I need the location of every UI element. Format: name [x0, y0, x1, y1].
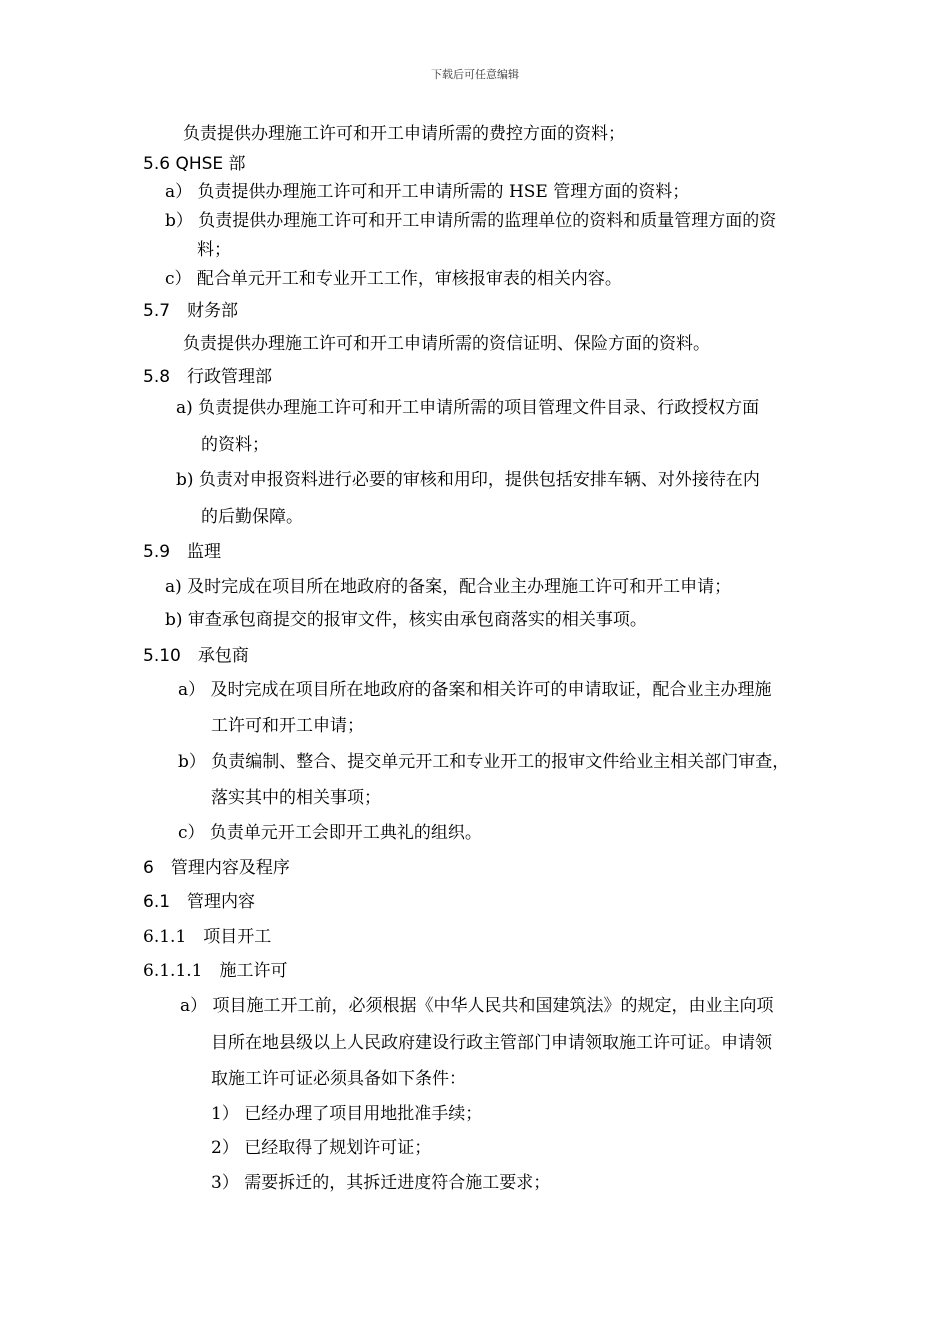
text-line: 6.1.1 项目开工: [143, 927, 272, 947]
text-line: 1） 已经办理了项目用地批准手续；: [211, 1104, 483, 1124]
text-line: a) 负责提供办理施工许可和开工申请所需的项目管理文件目录、行政授权方面: [176, 398, 760, 418]
section-heading: 5.9 监理: [143, 542, 222, 562]
section-heading: 5.10 承包商: [143, 646, 249, 666]
text-line: 料；: [197, 240, 231, 260]
text-line: 的后勤保障。: [201, 507, 303, 527]
text-line: 3） 需要拆迁的，其拆迁进度符合施工要求；: [211, 1173, 551, 1193]
text-line: a） 及时完成在项目所在地政府的备案和相关许可的申请取证，配合业主办理施: [178, 680, 772, 700]
text-line: 取施工许可证必须具备如下条件：: [211, 1069, 466, 1089]
section-heading: 5.8 行政管理部: [143, 367, 273, 387]
text-line: a） 负责提供办理施工许可和开工申请所需的 HSE 管理方面的资料；: [165, 182, 690, 202]
text-line: b) 审查承包商提交的报审文件，核实由承包商落实的相关事项。: [165, 610, 647, 630]
text-line: c） 配合单元开工和专业开工工作，审核报审表的相关内容。: [165, 269, 622, 289]
text-line: 的资料；: [201, 435, 269, 455]
section-heading: 5.6 QHSE 部: [143, 154, 246, 174]
text-line: 负责提供办理施工许可和开工申请所需的资信证明、保险方面的资料。: [183, 334, 710, 354]
text-line: a) 及时完成在项目所在地政府的备案，配合业主办理施工许可和开工申请；: [165, 577, 732, 597]
text-line: 落实其中的相关事项；: [211, 788, 381, 808]
text-line: 工许可和开工申请；: [211, 716, 364, 736]
text-line: b） 负责提供办理施工许可和开工申请所需的监理单位的资料和质量管理方面的资: [165, 211, 777, 231]
text-line: a） 项目施工开工前，必须根据《中华人民共和国建筑法》的规定，由业主向项: [180, 996, 774, 1016]
text-line: 2） 已经取得了规划许可证；: [211, 1138, 432, 1158]
section-heading: 5.7 财务部: [143, 301, 239, 321]
text-line: b) 负责对申报资料进行必要的审核和用印，提供包括安排车辆、对外接待在内: [176, 470, 760, 490]
text-line: 负责提供办理施工许可和开工申请所需的费控方面的资料；: [183, 124, 625, 144]
section-heading: 6 管理内容及程序: [143, 858, 290, 878]
text-line: c） 负责单元开工会即开工典礼的组织。: [178, 823, 482, 843]
text-line: 目所在地县级以上人民政府建设行政主管部门申请领取施工许可证。申请领: [211, 1033, 772, 1053]
text-line: 6.1.1.1 施工许可: [143, 961, 288, 981]
text-line: b） 负责编制、整合、提交单元开工和专业开工的报审文件给业主相关部门审查，: [178, 752, 790, 772]
page-header: 下载后可任意编辑: [431, 68, 519, 81]
section-heading: 6.1 管理内容: [143, 892, 256, 912]
